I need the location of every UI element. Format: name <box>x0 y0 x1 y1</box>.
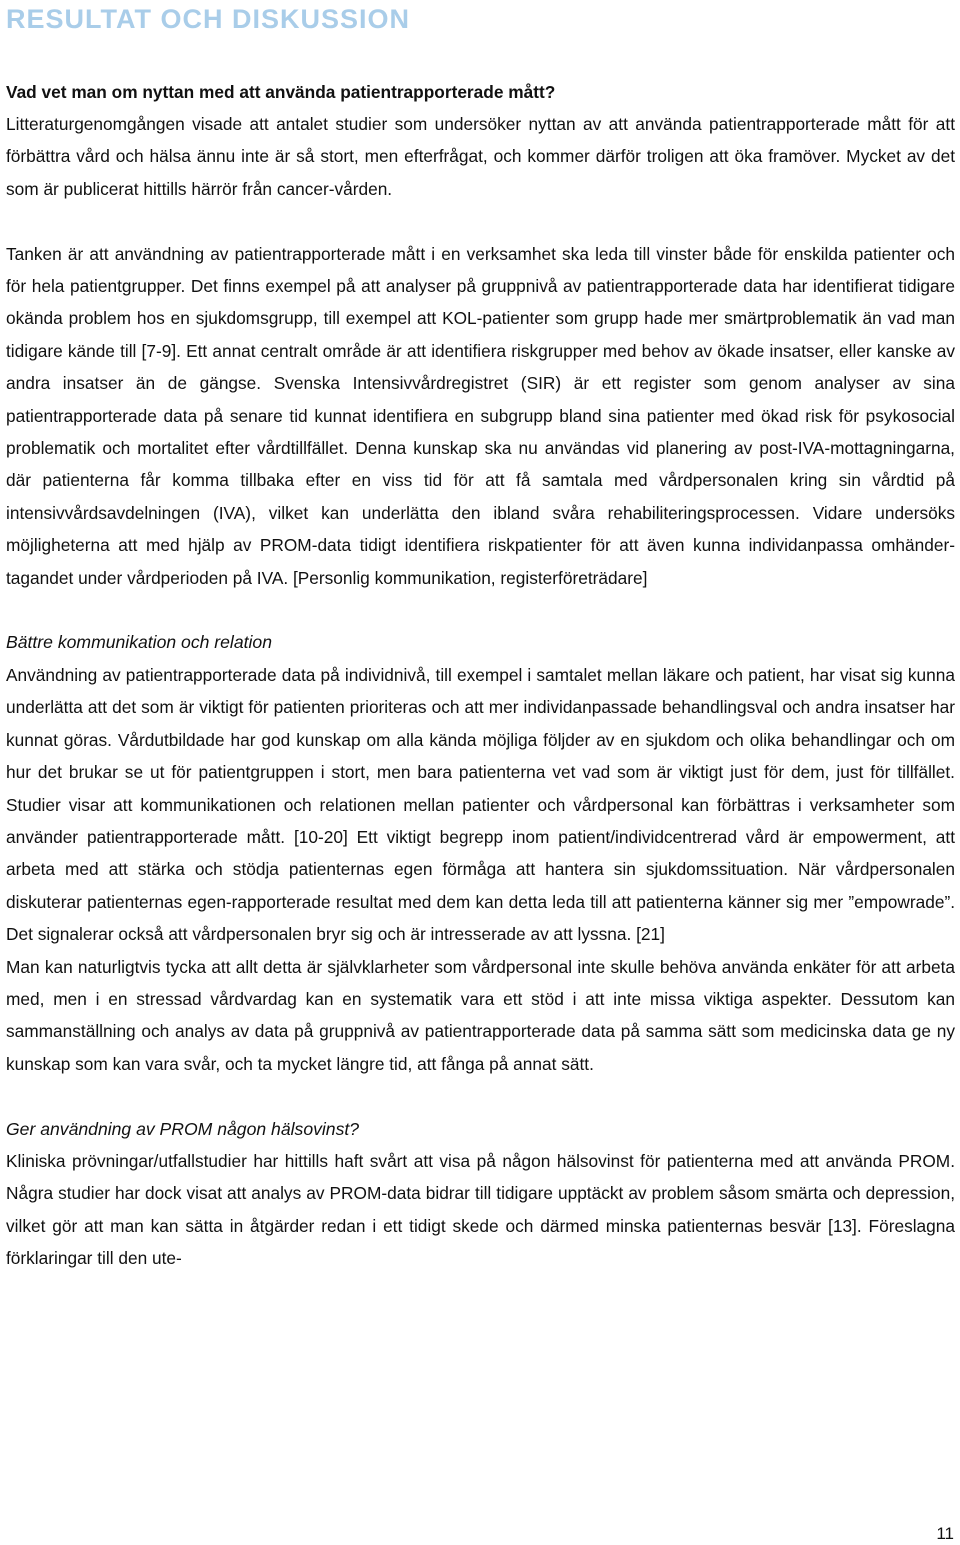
paragraph-spacer <box>6 1080 955 1112</box>
paragraph-communication: Användning av patientrapporterade data på individnivå, till exempel i samtalet mellan läkare och patient, har visat sig kunna underlätta att det som är viktigt för patienten prioriteras och att mer individanpassade behandlingsval och andra insatser har kunnat göras. Vårdutbildade har god kunskap om alla kända möjliga följder av en sjukdom och olika behandlingar och om hur det brukar se ut för patientgruppen i stort, men bara patienterna vet vad som är viktigt just för dem, just för tillfället. Studier visar att kommunikationen och relationen mellan patienter och vårdpersonal kan förbättras i verksamheter som använder patientrapporterade mått. [10-20] Ett viktigt begrepp inom patient/individcentrerad vård är empowerment, att arbeta med att stärka och stödja patienternas egen förmåga att hantera sin sjukdomssituation. När vårdpersonalen diskuterar patienternas egen-rapporterade resultat med dem kan detta leda till att patienterna känner sig mer ”empowrade”. Det signalerar också att vårdpersonalen bryr sig och är intresserade av att lyssna. [21] <box>6 664 955 945</box>
paragraph-literature-review: Litteraturgenomgången visade att antalet studier som undersöker nyttan av att använda patientrapporterade mått för att förbättra vård och hälsa ännu inte är så stort, men efterfrågat, och kommer därför troligen att öka framöver. Mycket av det som är publicerat hittills härrör från cancer-vården. <box>6 114 955 199</box>
paragraph-health-gain: Kliniska prövningar/utfallstudier har hittills haft svårt att visa på någon hälsovinst för patienterna med att använda PROM. Några studier har dock visat att analys av PROM-data bidrar till tidigare upptäckt av problem såsom smärta och depression, vilket gör att man kan sätta in åtgärder redan i ett tidigt skede och därmed minska patienternas besvär [13]. Föreslagna förklaringar till den ute- <box>6 1150 955 1269</box>
page-number: 11 <box>936 1524 954 1543</box>
paragraph-group-benefits: Tanken är att användning av patientrapporterade mått i en verksamhet ska leda till vinster både för enskilda patienter och för hela patientgrupper. Det finns exempel på att analyser på gruppnivå av patientrapporterade data har identifierat tidigare okända problem hos en sjukdomsgrupp, till exempel att KOL-patienter som grupp hade mer smärtproblematik än vad man tidigare kände till [7-9]. Ett annat centralt område är att identifiera riskgrupper med behov av ökade insatser, eller kanske av andra insatser än de gängse. Svenska Intensivvårdregistret (SIR) är ett register som genom analyser av sina patientrapporterade data på senare tid kunnat identifiera en subgrupp bland sina patienter med ökad risk för psykosocial problematik och mortalitet efter vårdtillfället. Denna kunskap ska nu användas vid planering av post-IVA-mottagningarna, där patienterna får komma tillbaka efter en viss tid för att få samtala med vårdpersonalen kring sin vårdtid på intensivvårdsavdelningen (IVA), vilket kan underlätta den ibland svåra rehabiliteringsprocessen. Vidare undersöks möjligheterna att med hjälp av PROM-data tidigt identifiera riskpatienter för att även kunna individanpassa omhänder-tagandet under vårdperioden på IVA. [Personlig kommunikation, registerföreträdare] <box>6 243 955 588</box>
paragraph-spacer <box>6 594 955 626</box>
subheading-communication: Bättre kommunikation och relation <box>6 632 272 653</box>
paragraph-spacer <box>6 205 955 237</box>
subheading-health-gain: Ger användning av PROM någon hälsovinst? <box>6 1118 360 1139</box>
question-heading: Vad vet man om nyttan med att använda patientrapporterade mått? <box>6 82 556 102</box>
section-heading: RESULTAT OCH DISKUSSION <box>6 4 411 34</box>
paragraph-systematics: Man kan naturligtvis tycka att allt detta är självklarheter som vårdpersonal inte skulle behöva använda enkäter för att arbeta med, men i en stressad vårdvardag kan en systematik vara ett stöd i att inte missa viktiga aspekter. Dessutom kan sammanställning och analys av data på gruppnivå av patientrapporterade data på samma sätt som medicinska data ge ny kunskap som kan vara svår, och ta mycket längre tid, att fånga på annat sätt. <box>6 956 955 1074</box>
